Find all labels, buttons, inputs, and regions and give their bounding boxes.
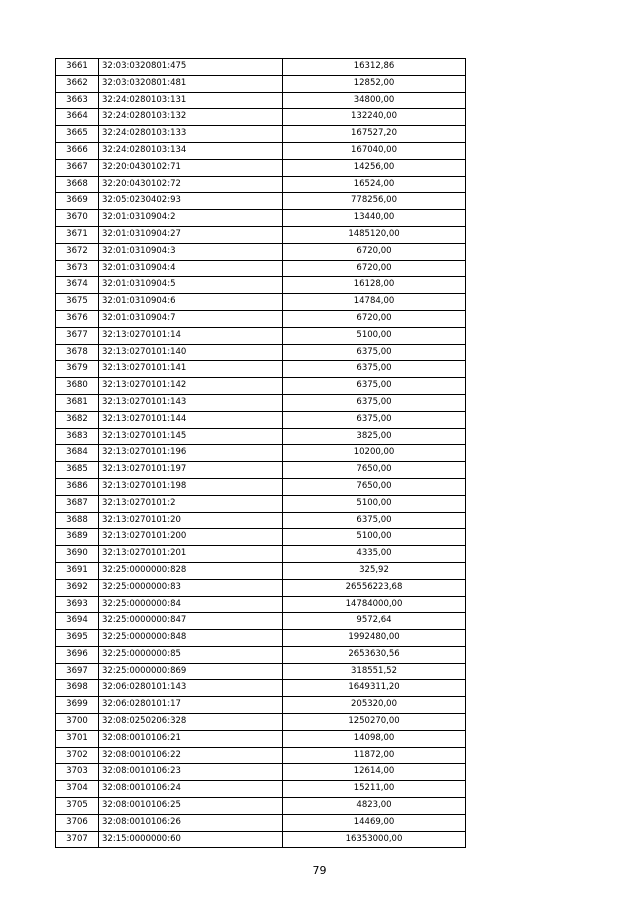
table-row [56,310,466,327]
table-row [56,210,466,227]
row-number-cell: 3670 [56,210,99,227]
value-cell: 5100,00 [283,529,466,546]
value-cell: 16312,86 [283,59,466,76]
row-number-cell: 3693 [56,596,99,613]
value-cell: 7650,00 [283,478,466,495]
row-number-cell: 3682 [56,411,99,428]
value-cell: 1992480,00 [283,630,466,647]
row-number-cell: 3667 [56,159,99,176]
cadastral-number-cell: 32:05:0230402:93 [99,193,283,210]
cadastral-number-cell: 32:01:0310904:2 [99,210,283,227]
table-row [56,277,466,294]
value-cell: 7650,00 [283,462,466,479]
cadastral-number-cell: 32:08:0010106:26 [99,814,283,831]
row-number-cell: 3686 [56,478,99,495]
value-cell: 167527,20 [283,126,466,143]
table-body [56,59,466,848]
row-number-cell: 3703 [56,764,99,781]
cadastral-number-cell: 32:20:0430102:71 [99,159,283,176]
cadastral-number-cell: 32:08:0250206:328 [99,714,283,731]
table-row [56,764,466,781]
cadastral-number-cell: 32:25:0000000:869 [99,663,283,680]
cadastral-number-cell: 32:13:0270101:140 [99,344,283,361]
row-number-cell: 3687 [56,495,99,512]
row-number-cell: 3685 [56,462,99,479]
cadastral-number-cell: 32:08:0010106:24 [99,781,283,798]
cadastral-number-cell: 32:24:0280103:132 [99,109,283,126]
table-row [56,613,466,630]
value-cell: 12852,00 [283,75,466,92]
table-row [56,260,466,277]
cadastral-number-cell: 32:13:0270101:197 [99,462,283,479]
row-number-cell: 3700 [56,714,99,731]
table-row [56,176,466,193]
cadastral-number-cell: 32:01:0310904:3 [99,243,283,260]
cadastral-number-cell: 32:13:0270101:141 [99,361,283,378]
cadastral-number-cell: 32:13:0270101:20 [99,512,283,529]
row-number-cell: 3672 [56,243,99,260]
value-cell: 6720,00 [283,310,466,327]
value-cell: 14256,00 [283,159,466,176]
row-number-cell: 3707 [56,831,99,848]
table-row [56,142,466,159]
value-cell: 4823,00 [283,798,466,815]
table-row [56,126,466,143]
value-cell: 15211,00 [283,781,466,798]
cadastral-number-cell: 32:25:0000000:847 [99,613,283,630]
row-number-cell: 3697 [56,663,99,680]
row-number-cell: 3680 [56,378,99,395]
row-number-cell: 3704 [56,781,99,798]
cadastral-number-cell: 32:13:0270101:142 [99,378,283,395]
value-cell: 6375,00 [283,361,466,378]
row-number-cell: 3695 [56,630,99,647]
value-cell: 10200,00 [283,445,466,462]
table-row [56,159,466,176]
row-number-cell: 3681 [56,394,99,411]
table-row [56,831,466,848]
cadastral-number-cell: 32:13:0270101:201 [99,546,283,563]
value-cell: 1250270,00 [283,714,466,731]
value-cell: 13440,00 [283,210,466,227]
row-number-cell: 3662 [56,75,99,92]
table-row [56,663,466,680]
value-cell: 6375,00 [283,378,466,395]
value-cell: 6720,00 [283,260,466,277]
value-cell: 14098,00 [283,730,466,747]
cadastral-number-cell: 32:20:0430102:72 [99,176,283,193]
value-cell: 26556223,68 [283,579,466,596]
table-row [56,92,466,109]
row-number-cell: 3696 [56,646,99,663]
table-row [56,411,466,428]
value-cell: 167040,00 [283,142,466,159]
value-cell: 132240,00 [283,109,466,126]
cadastral-number-cell: 32:01:0310904:27 [99,226,283,243]
row-number-cell: 3691 [56,562,99,579]
table-row [56,546,466,563]
cadastral-number-cell: 32:01:0310904:4 [99,260,283,277]
cadastral-number-cell: 32:03:0320801:475 [99,59,283,76]
value-cell: 6375,00 [283,411,466,428]
cadastral-number-cell: 32:13:0270101:200 [99,529,283,546]
row-number-cell: 3702 [56,747,99,764]
value-cell: 16128,00 [283,277,466,294]
cadastral-number-cell: 32:15:0000000:60 [99,831,283,848]
cadastral-number-cell: 32:13:0270101:143 [99,394,283,411]
cadastral-number-cell: 32:01:0310904:5 [99,277,283,294]
row-number-cell: 3675 [56,294,99,311]
table-row [56,59,466,76]
table-row [56,781,466,798]
value-cell: 4335,00 [283,546,466,563]
table-row [56,697,466,714]
cadastral-value-table [55,58,466,848]
value-cell: 1649311,20 [283,680,466,697]
value-cell: 9572,64 [283,613,466,630]
value-cell: 318551,52 [283,663,466,680]
cadastral-number-cell: 32:24:0280103:133 [99,126,283,143]
value-cell: 16524,00 [283,176,466,193]
cadastral-number-cell: 32:06:0280101:143 [99,680,283,697]
page-number: 79 [312,864,327,877]
table-row [56,495,466,512]
row-number-cell: 3669 [56,193,99,210]
cadastral-number-cell: 32:08:0010106:25 [99,798,283,815]
value-cell: 778256,00 [283,193,466,210]
row-number-cell: 3689 [56,529,99,546]
table-row [56,579,466,596]
table-row [56,680,466,697]
cadastral-number-cell: 32:08:0010106:21 [99,730,283,747]
cadastral-number-cell: 32:13:0270101:144 [99,411,283,428]
cadastral-number-cell: 32:25:0000000:83 [99,579,283,596]
cadastral-number-cell: 32:06:0280101:17 [99,697,283,714]
value-cell: 6720,00 [283,243,466,260]
row-number-cell: 3688 [56,512,99,529]
cadastral-number-cell: 32:25:0000000:84 [99,596,283,613]
table-row [56,814,466,831]
value-cell: 6375,00 [283,394,466,411]
value-cell: 5100,00 [283,495,466,512]
row-number-cell: 3705 [56,798,99,815]
row-number-cell: 3671 [56,226,99,243]
table-row [56,75,466,92]
value-cell: 6375,00 [283,344,466,361]
table-row [56,428,466,445]
value-cell: 6375,00 [283,512,466,529]
table-row [56,630,466,647]
value-cell: 14784000,00 [283,596,466,613]
cadastral-number-cell: 32:01:0310904:6 [99,294,283,311]
table-row [56,529,466,546]
row-number-cell: 3684 [56,445,99,462]
cadastral-number-cell: 32:13:0270101:198 [99,478,283,495]
cadastral-number-cell: 32:24:0280103:131 [99,92,283,109]
table-row [56,596,466,613]
value-cell: 14784,00 [283,294,466,311]
row-number-cell: 3666 [56,142,99,159]
cadastral-number-cell: 32:08:0010106:22 [99,747,283,764]
row-number-cell: 3664 [56,109,99,126]
row-number-cell: 3698 [56,680,99,697]
table-row [56,294,466,311]
row-number-cell: 3692 [56,579,99,596]
value-cell: 2653630,56 [283,646,466,663]
value-cell: 1485120,00 [283,226,466,243]
cadastral-number-cell: 32:24:0280103:134 [99,142,283,159]
row-number-cell: 3665 [56,126,99,143]
cadastral-number-cell: 32:03:0320801:481 [99,75,283,92]
row-number-cell: 3706 [56,814,99,831]
row-number-cell: 3694 [56,613,99,630]
value-cell: 205320,00 [283,697,466,714]
table-row [56,730,466,747]
table-row [56,327,466,344]
row-number-cell: 3668 [56,176,99,193]
value-cell: 34800,00 [283,92,466,109]
row-number-cell: 3673 [56,260,99,277]
row-number-cell: 3683 [56,428,99,445]
row-number-cell: 3661 [56,59,99,76]
value-cell: 14469,00 [283,814,466,831]
value-cell: 12614,00 [283,764,466,781]
row-number-cell: 3679 [56,361,99,378]
table-row [56,798,466,815]
cadastral-number-cell: 32:25:0000000:848 [99,630,283,647]
table-row [56,361,466,378]
cadastral-number-cell: 32:01:0310904:7 [99,310,283,327]
value-cell: 5100,00 [283,327,466,344]
table-row [56,462,466,479]
cadastral-number-cell: 32:25:0000000:85 [99,646,283,663]
cadastral-number-cell: 32:13:0270101:196 [99,445,283,462]
table-row [56,747,466,764]
cadastral-number-cell: 32:13:0270101:14 [99,327,283,344]
table-row [56,562,466,579]
value-cell: 3825,00 [283,428,466,445]
table-row [56,512,466,529]
table-row [56,344,466,361]
table-row [56,445,466,462]
value-cell: 16353000,00 [283,831,466,848]
row-number-cell: 3674 [56,277,99,294]
table-row [56,193,466,210]
table-row [56,109,466,126]
row-number-cell: 3701 [56,730,99,747]
cadastral-number-cell: 32:08:0010106:23 [99,764,283,781]
table-row [56,226,466,243]
table-row [56,714,466,731]
row-number-cell: 3690 [56,546,99,563]
table-row [56,646,466,663]
cadastral-number-cell: 32:13:0270101:2 [99,495,283,512]
cadastral-number-cell: 32:25:0000000:828 [99,562,283,579]
row-number-cell: 3678 [56,344,99,361]
cadastral-number-cell: 32:13:0270101:145 [99,428,283,445]
table-row [56,243,466,260]
row-number-cell: 3663 [56,92,99,109]
row-number-cell: 3676 [56,310,99,327]
table-row [56,378,466,395]
value-cell: 325,92 [283,562,466,579]
value-cell: 11872,00 [283,747,466,764]
table-row [56,394,466,411]
row-number-cell: 3699 [56,697,99,714]
row-number-cell: 3677 [56,327,99,344]
table-row [56,478,466,495]
